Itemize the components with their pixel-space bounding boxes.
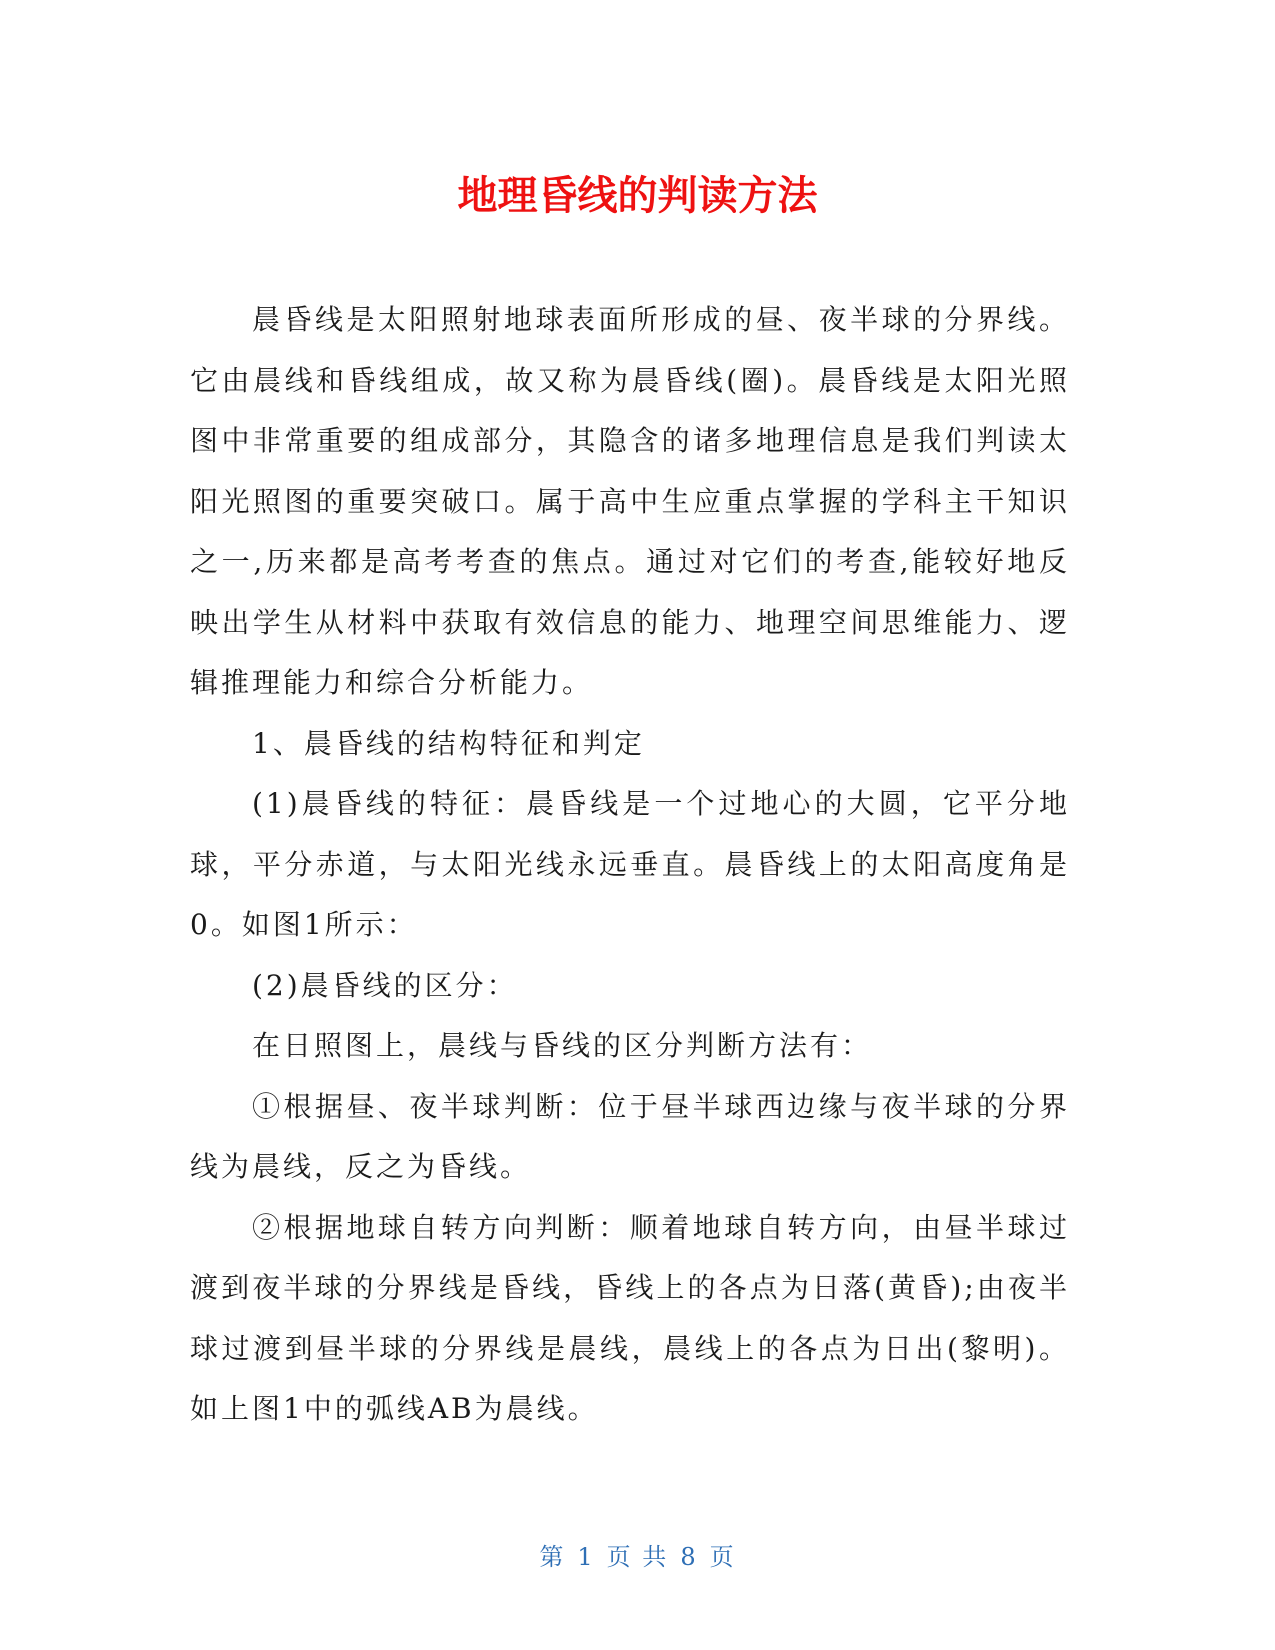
footer-middle: 页 共	[606, 1543, 669, 1571]
paragraph-features: (1)晨昏线的特征：晨昏线是一个过地心的大圆，它平分地球，平分赤道，与太阳光线永远垂直。晨昏线上的太阳高度角是0。如图1所示：	[190, 787, 1070, 941]
paragraph-method-2: ②根据地球自转方向判断：顺着地球自转方向，由昼半球过渡到夜半球的分界线是昏线，昏线上的各点为日落(黄昏);由夜半球过渡到昼半球的分界线是晨线，晨线上的各点为日出(黎明)。如上图1中的弧线AB为晨线。	[190, 1210, 1070, 1425]
subheading-distinguish: (2)晨昏线的区分：	[252, 968, 518, 1002]
footer-current-page: 1	[577, 1543, 595, 1571]
footer-total-pages: 8	[680, 1543, 698, 1571]
document-body	[190, 290, 1070, 1440]
paragraph-methods-intro: 在日照图上，晨线与昏线的区分判断方法有：	[252, 1029, 873, 1062]
footer-suffix: 页	[709, 1543, 736, 1571]
section-heading: 1、晨昏线的结构特征和判定	[252, 726, 645, 760]
paragraph-intro: 晨昏线是太阳照射地球表面所形成的昼、夜半球的分界线。它由晨线和昏线组成，故又称为晨昏线(圈)。晨昏线是太阳光照图中非常重要的组成部分，其隐含的诸多地理信息是我们判读太阳光照图的重要突破口。属于高中生应重点掌握的学科主干知识之一,历来都是高考考查的焦点。通过对它们的考查,能较好地反映出学生从材料中获取有效信息的能力、地理空间思维能力、逻辑推理能力和综合分析能力。	[190, 303, 1070, 699]
paragraph-method-1: ①根据昼、夜半球判断：位于昼半球西边缘与夜半球的分界线为晨线，反之为昏线。	[190, 1089, 1070, 1183]
document-title: 地理昏线的判读方法	[457, 173, 818, 219]
footer-prefix: 第	[539, 1543, 566, 1571]
page-number-footer	[0, 1537, 1275, 1572]
